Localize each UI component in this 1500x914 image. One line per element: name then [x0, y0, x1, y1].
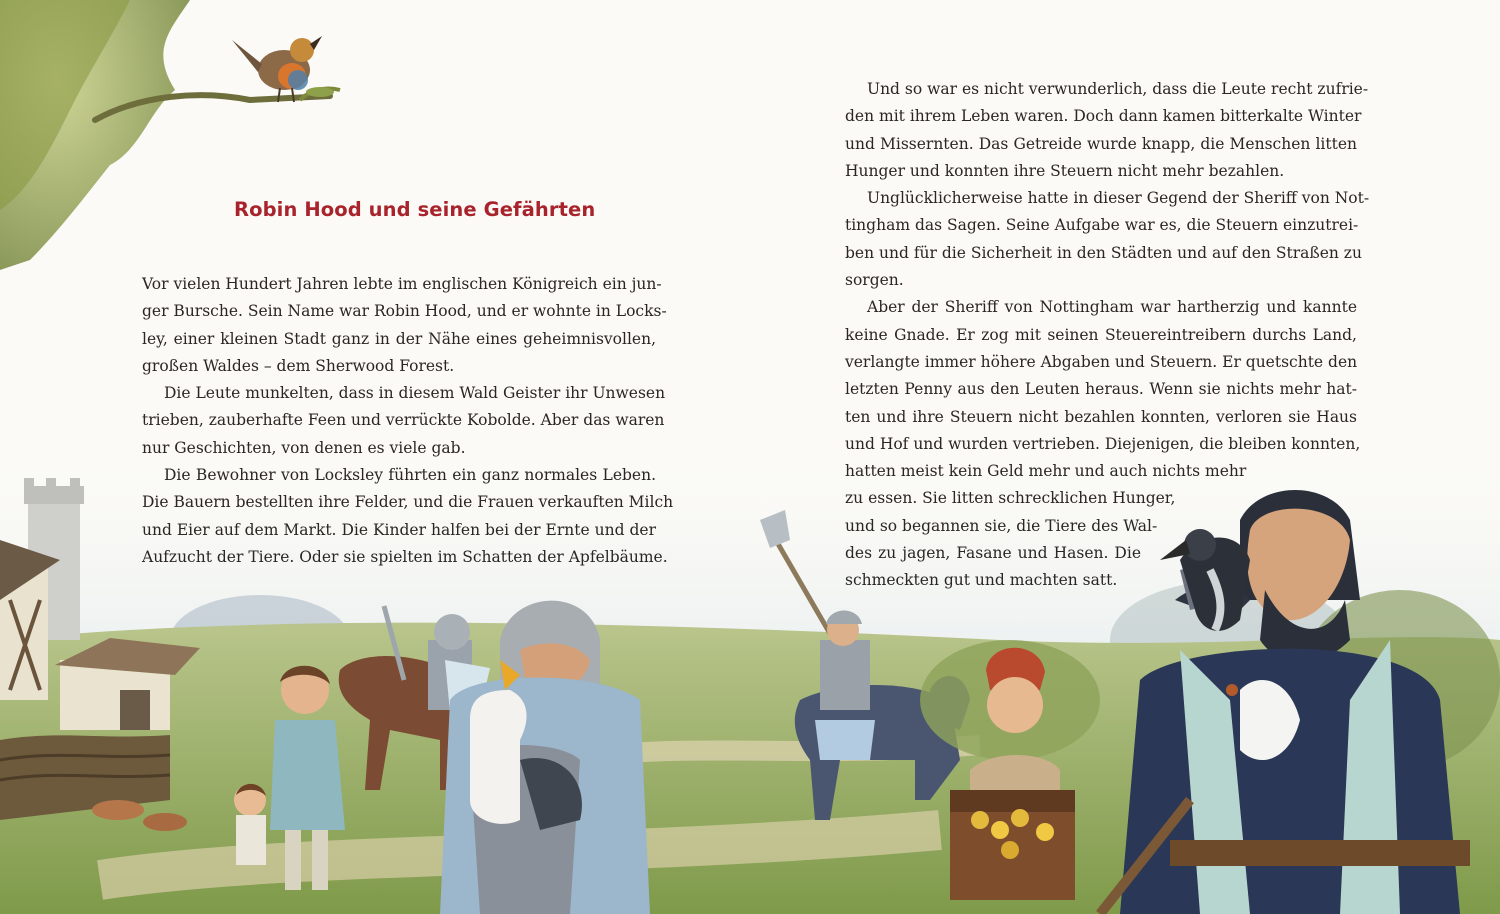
text-line: Aufzucht der Tiere. Oder sie spielten im Schatten der Apfelbäume.: [142, 547, 668, 566]
text-line: Unglücklicherweise hatte in dieser Gegend der Sheriff von Not-: [867, 189, 1370, 208]
text-line: ben und für die Sicherheit in den Städten und auf den Straßen zu: [845, 243, 1362, 262]
chapter-title: Robin Hood und seine Gefährten: [234, 198, 596, 222]
text-line: des zu jagen, Fasane und Hasen. Die: [845, 544, 1141, 563]
text-line: großen Waldes – dem Sherwood Forest.: [142, 356, 455, 375]
tree-foliage-top-left: [0, 0, 340, 270]
text-line: schmeckten gut und machten satt.: [845, 571, 1118, 590]
text-line: Und so war es nicht verwunderlich, dass die Leute recht zufrie-: [867, 80, 1369, 98]
text-line: ten und ihre Steuern nicht bezahlen konnten, verloren sie Haus: [845, 407, 1357, 426]
text-line: und Missernten. Das Getreide wurde knapp, die Menschen litten: [845, 134, 1357, 153]
text-line: ley, einer kleinen Stadt ganz in der Nähe eines geheimnisvollen,: [142, 329, 656, 348]
text-line: nur Geschichten, von denen es viele gab.: [142, 438, 466, 457]
text-column-left: [142, 271, 674, 571]
text-line: und Hof und wurden vertrieben. Diejenigen, die bleiben konnten,: [845, 434, 1361, 453]
text-line: tingham das Sagen. Seine Aufgabe war es, die Steuern einzutrei-: [845, 216, 1359, 235]
text-line: Die Bauern bestellten ihre Felder, und die Frauen verkauften Milch: [142, 493, 674, 512]
text-line: letzten Penny aus den Leuten heraus. Wenn sie nichts mehr hat-: [845, 380, 1357, 399]
text-line: Vor vielen Hundert Jahren lebte im englischen Königreich ein jun-: [142, 275, 662, 293]
text-line: Hunger und konnten ihre Steuern nicht mehr bezahlen.: [845, 161, 1285, 180]
text-line: zu essen. Sie litten schrecklichen Hunger,: [845, 489, 1176, 508]
text-line: und so begannen sie, die Tiere des Wal-: [845, 516, 1158, 535]
text-line: verlangte immer höhere Abgaben und Steuern. Er quetschte den: [845, 352, 1358, 371]
text-line: hatten meist kein Geld mehr und auch nichts mehr: [845, 462, 1247, 481]
text-line: Aber der Sheriff von Nottingham war hartherzig und kannte: [867, 298, 1357, 317]
text-line: den mit ihrem Leben waren. Doch dann kamen bitterkalte Winter: [845, 107, 1362, 126]
text-line: und Eier auf dem Markt. Die Kinder halfen bei der Ernte und der: [142, 520, 656, 539]
text-line: keine Gnade. Er zog mit seinen Steuereintreibern durchs Land,: [845, 325, 1357, 344]
text-line: sorgen.: [845, 271, 904, 290]
text-line: Die Bewohner von Locksley führten ein ganz normales Leben.: [164, 466, 656, 485]
text-line: ger Bursche. Sein Name war Robin Hood, und er wohnte in Locks-: [142, 302, 667, 321]
text-line: trieben, zauberhafte Feen und verrückte Kobolde. Aber das waren: [142, 411, 665, 430]
text-line: Die Leute munkelten, dass in diesem Wald Geister ihr Unwesen: [164, 384, 666, 403]
text-column-right: [845, 76, 1370, 595]
